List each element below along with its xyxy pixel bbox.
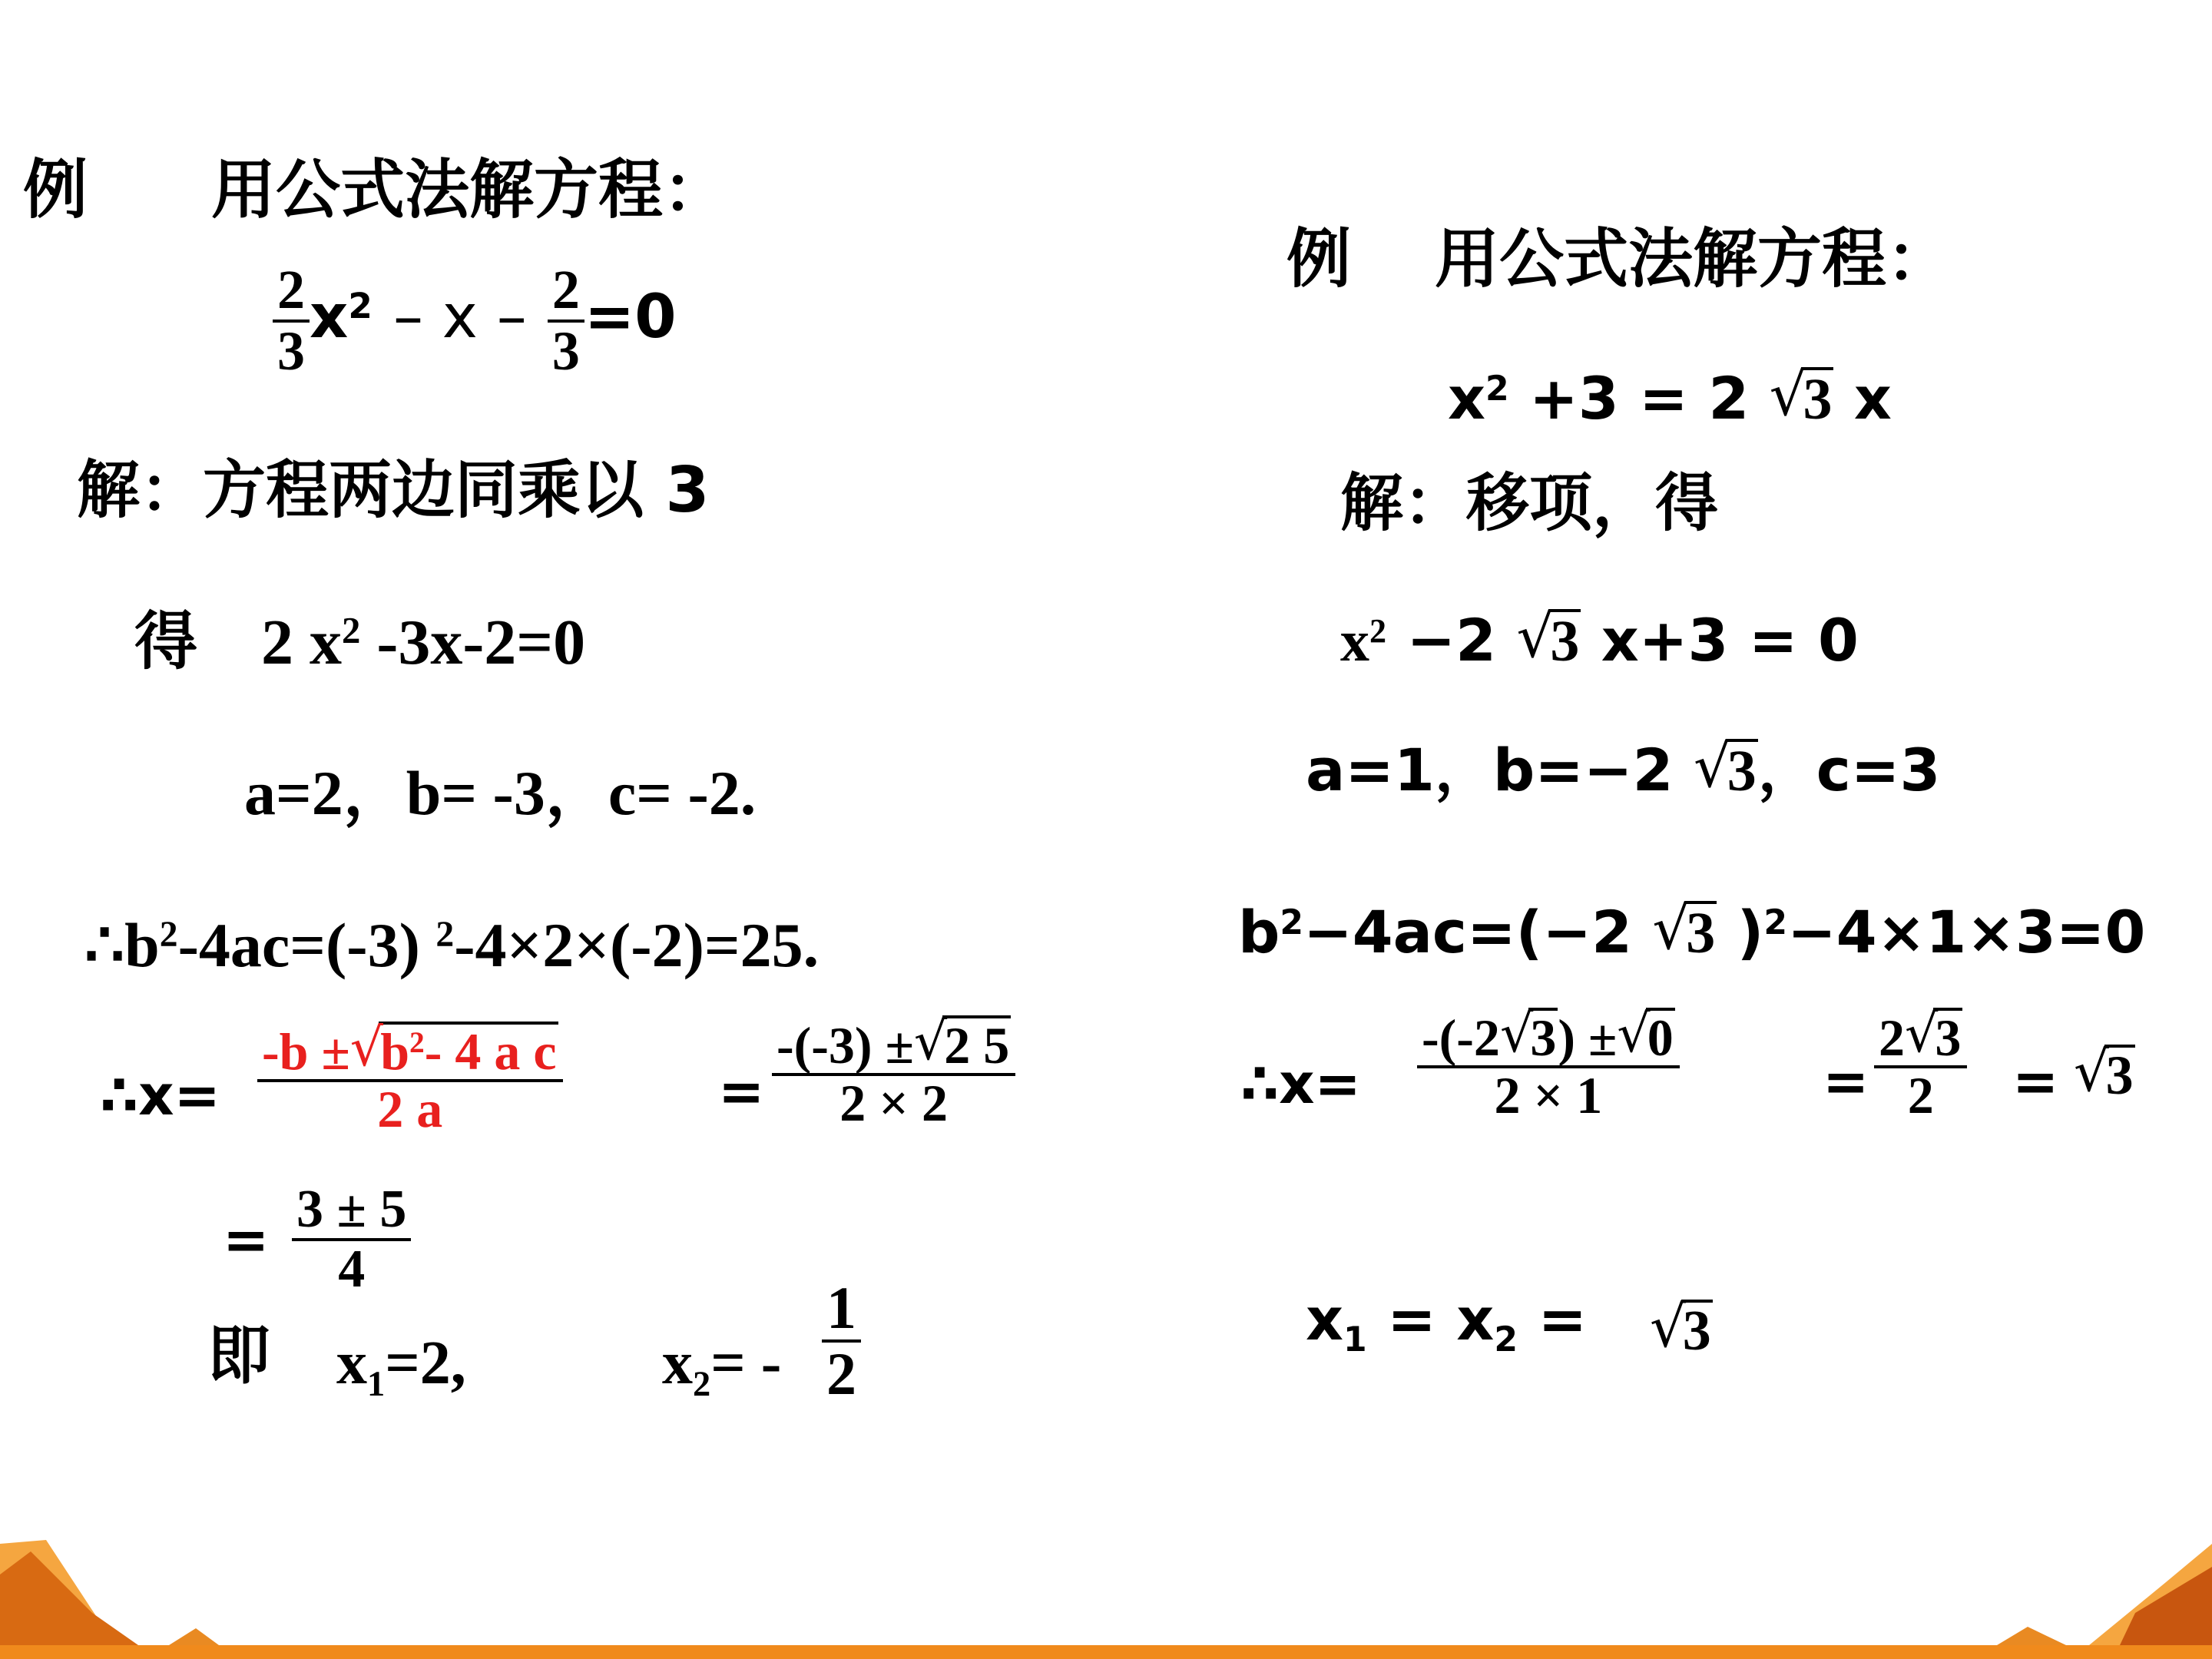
right-final-root: √ 3 bbox=[1650, 1300, 1713, 1359]
right-title: 用公式法解方程： bbox=[1435, 221, 1952, 296]
right-mountain-dark bbox=[2120, 1567, 2212, 1645]
right-mountain-small bbox=[1997, 1627, 2066, 1645]
right-discriminant: $b^2-4ac=(-2$ √ 3 )$^2$−4×1×3=0 bbox=[1238, 901, 2145, 962]
right-equation: $x^2 +3 = 2$ √ 3 x bbox=[1448, 367, 1892, 429]
right-solve-line: 解：移项，得 bbox=[1340, 467, 1719, 540]
right-eq-sign-1: = bbox=[1823, 1049, 1869, 1114]
left-x2: $x_2=$ - bbox=[662, 1330, 782, 1405]
left-x1: $x_1=2$, bbox=[336, 1330, 466, 1405]
right-simplified: $\frac{2√ 3}{2}$ bbox=[1874, 1008, 1967, 1124]
bottom-orange-bar bbox=[0, 1645, 2212, 1659]
left-ji-label: 即 bbox=[207, 1320, 271, 1392]
left-example-label: 例 bbox=[23, 152, 88, 227]
right-x-label: ∴x= bbox=[1240, 1051, 1361, 1116]
right-result: √ 3 bbox=[2074, 1045, 2135, 1103]
left-coefficients: a=2，b= -3，c= -2. bbox=[244, 758, 757, 828]
left-eq-sign-2: = bbox=[223, 1207, 270, 1272]
left-get-label: 得 bbox=[134, 605, 198, 678]
left-eq-sign-1: = bbox=[718, 1059, 765, 1124]
left-substituted: $\frac{-(-3) \pm√ 2 5}{2 \times 2}$ bbox=[772, 1015, 1015, 1131]
left-discriminant: $\therefore b^2-4ac=(-3)$ $^2$-4×2×(-2)=25. bbox=[84, 910, 820, 980]
left-equation-2: 2 $x^2$ -3x-2=0 bbox=[261, 607, 586, 678]
left-x2-fraction: $\frac{1}{2}$ bbox=[822, 1277, 861, 1406]
left-mountain-dark bbox=[0, 1551, 138, 1645]
right-example-label: 例 bbox=[1286, 221, 1352, 296]
left-mountain-small bbox=[169, 1628, 219, 1645]
left-solve-line: 解：方程两边同乘以 3 bbox=[77, 454, 710, 527]
left-title: 用公式法解方程： bbox=[211, 152, 728, 227]
left-quadratic-formula: $\frac{-b \pm√ b^2- 4 a c}{2 a}$ bbox=[257, 1022, 563, 1137]
left-equation: $\frac{2}{3}$ $x^2$ – x – $\frac{2}{3}$ =0 bbox=[273, 261, 677, 380]
left-result-fraction: $\frac{3 \pm 5}{4}$ bbox=[292, 1181, 411, 1297]
left-x-label: ∴x= bbox=[100, 1063, 220, 1128]
right-equation-2: $x^2 -2$ √ 3 x+3 = 0 bbox=[1340, 609, 1859, 671]
right-coefficients: a=1，b=−2 √ 3，c=3 bbox=[1306, 739, 1940, 800]
right-substituted: $\frac{-(-2√ 3) \pm√ 0}{2 \times 1}$ bbox=[1417, 1008, 1680, 1124]
right-final-answer: $x_1 = x_2$ = bbox=[1306, 1285, 1588, 1360]
right-eq-sign-2: = bbox=[2012, 1049, 2059, 1114]
